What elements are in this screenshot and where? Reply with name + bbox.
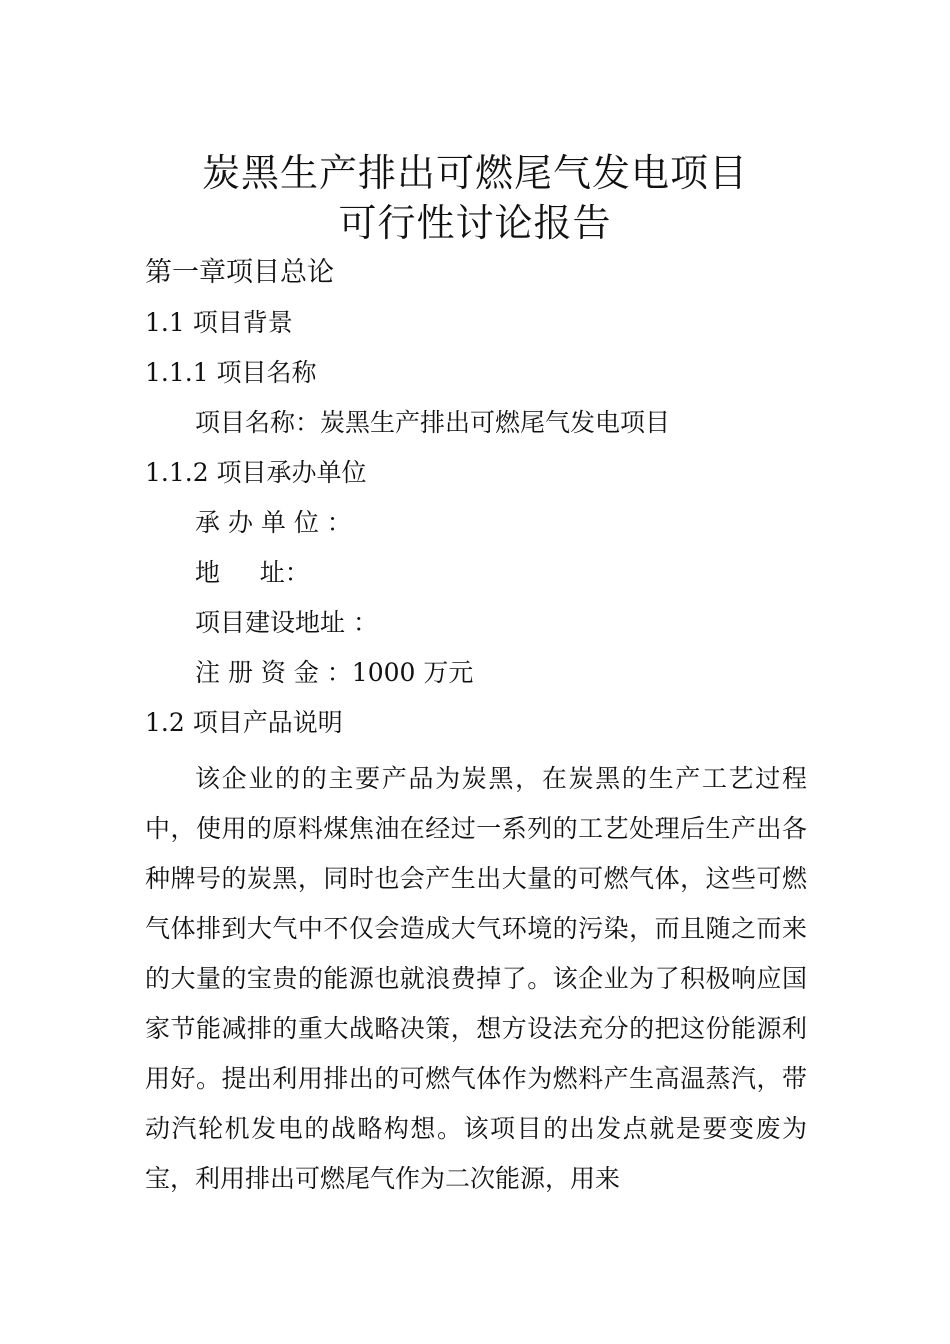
product-description-paragraph: 该企业的的主要产品为炭黑，在炭黑的生产工艺过程中，使用的原料煤焦油在经过一系列的工艺处理后生产出各种牌号的炭黑，同时也会产生出大量的可燃气体，这些可燃气体排到大气中不仅会造成大气环境的污染，而且随之而来的大量的宝贵的能源也就浪费掉了。该企业为了积极响应国家节能减排的重大战略决策，想方设法充分的把这份能源利用好。提出利用排出的可燃气体作为燃料产生高温蒸汽，带动汽轮机发电的战略构想。该项目的出发点就是要变废为宝，利用排出可燃尾气作为二次能源，用来 <box>145 764 807 1193</box>
section-heading-1-1-1: 1.1.1 项目名称 <box>145 358 317 387</box>
section-heading-1-1-2: 1.1.2 项目承办单位 <box>145 458 367 487</box>
chapter-heading: 第一章项目总论 <box>145 257 334 288</box>
document-title-line2: 可行性讨论报告 <box>338 201 612 245</box>
project-name-line: 项目名称：炭黑生产排出可燃尾气发电项目 <box>195 408 671 437</box>
undertaker-label: 承 办 单 位 ： <box>195 508 352 537</box>
section-heading-1-2: 1.2 项目产品说明 <box>145 708 343 737</box>
address-label: 地 址： <box>195 558 310 587</box>
site-label: 项目建设地址 ： <box>195 608 378 637</box>
registered-capital-line: 注 册 资 金 ：1000 万元 <box>195 658 474 687</box>
section-heading-1-1: 1.1 项目背景 <box>145 308 293 337</box>
document-title-line1: 炭黑生产排出可燃尾气发电项目 <box>201 151 748 195</box>
